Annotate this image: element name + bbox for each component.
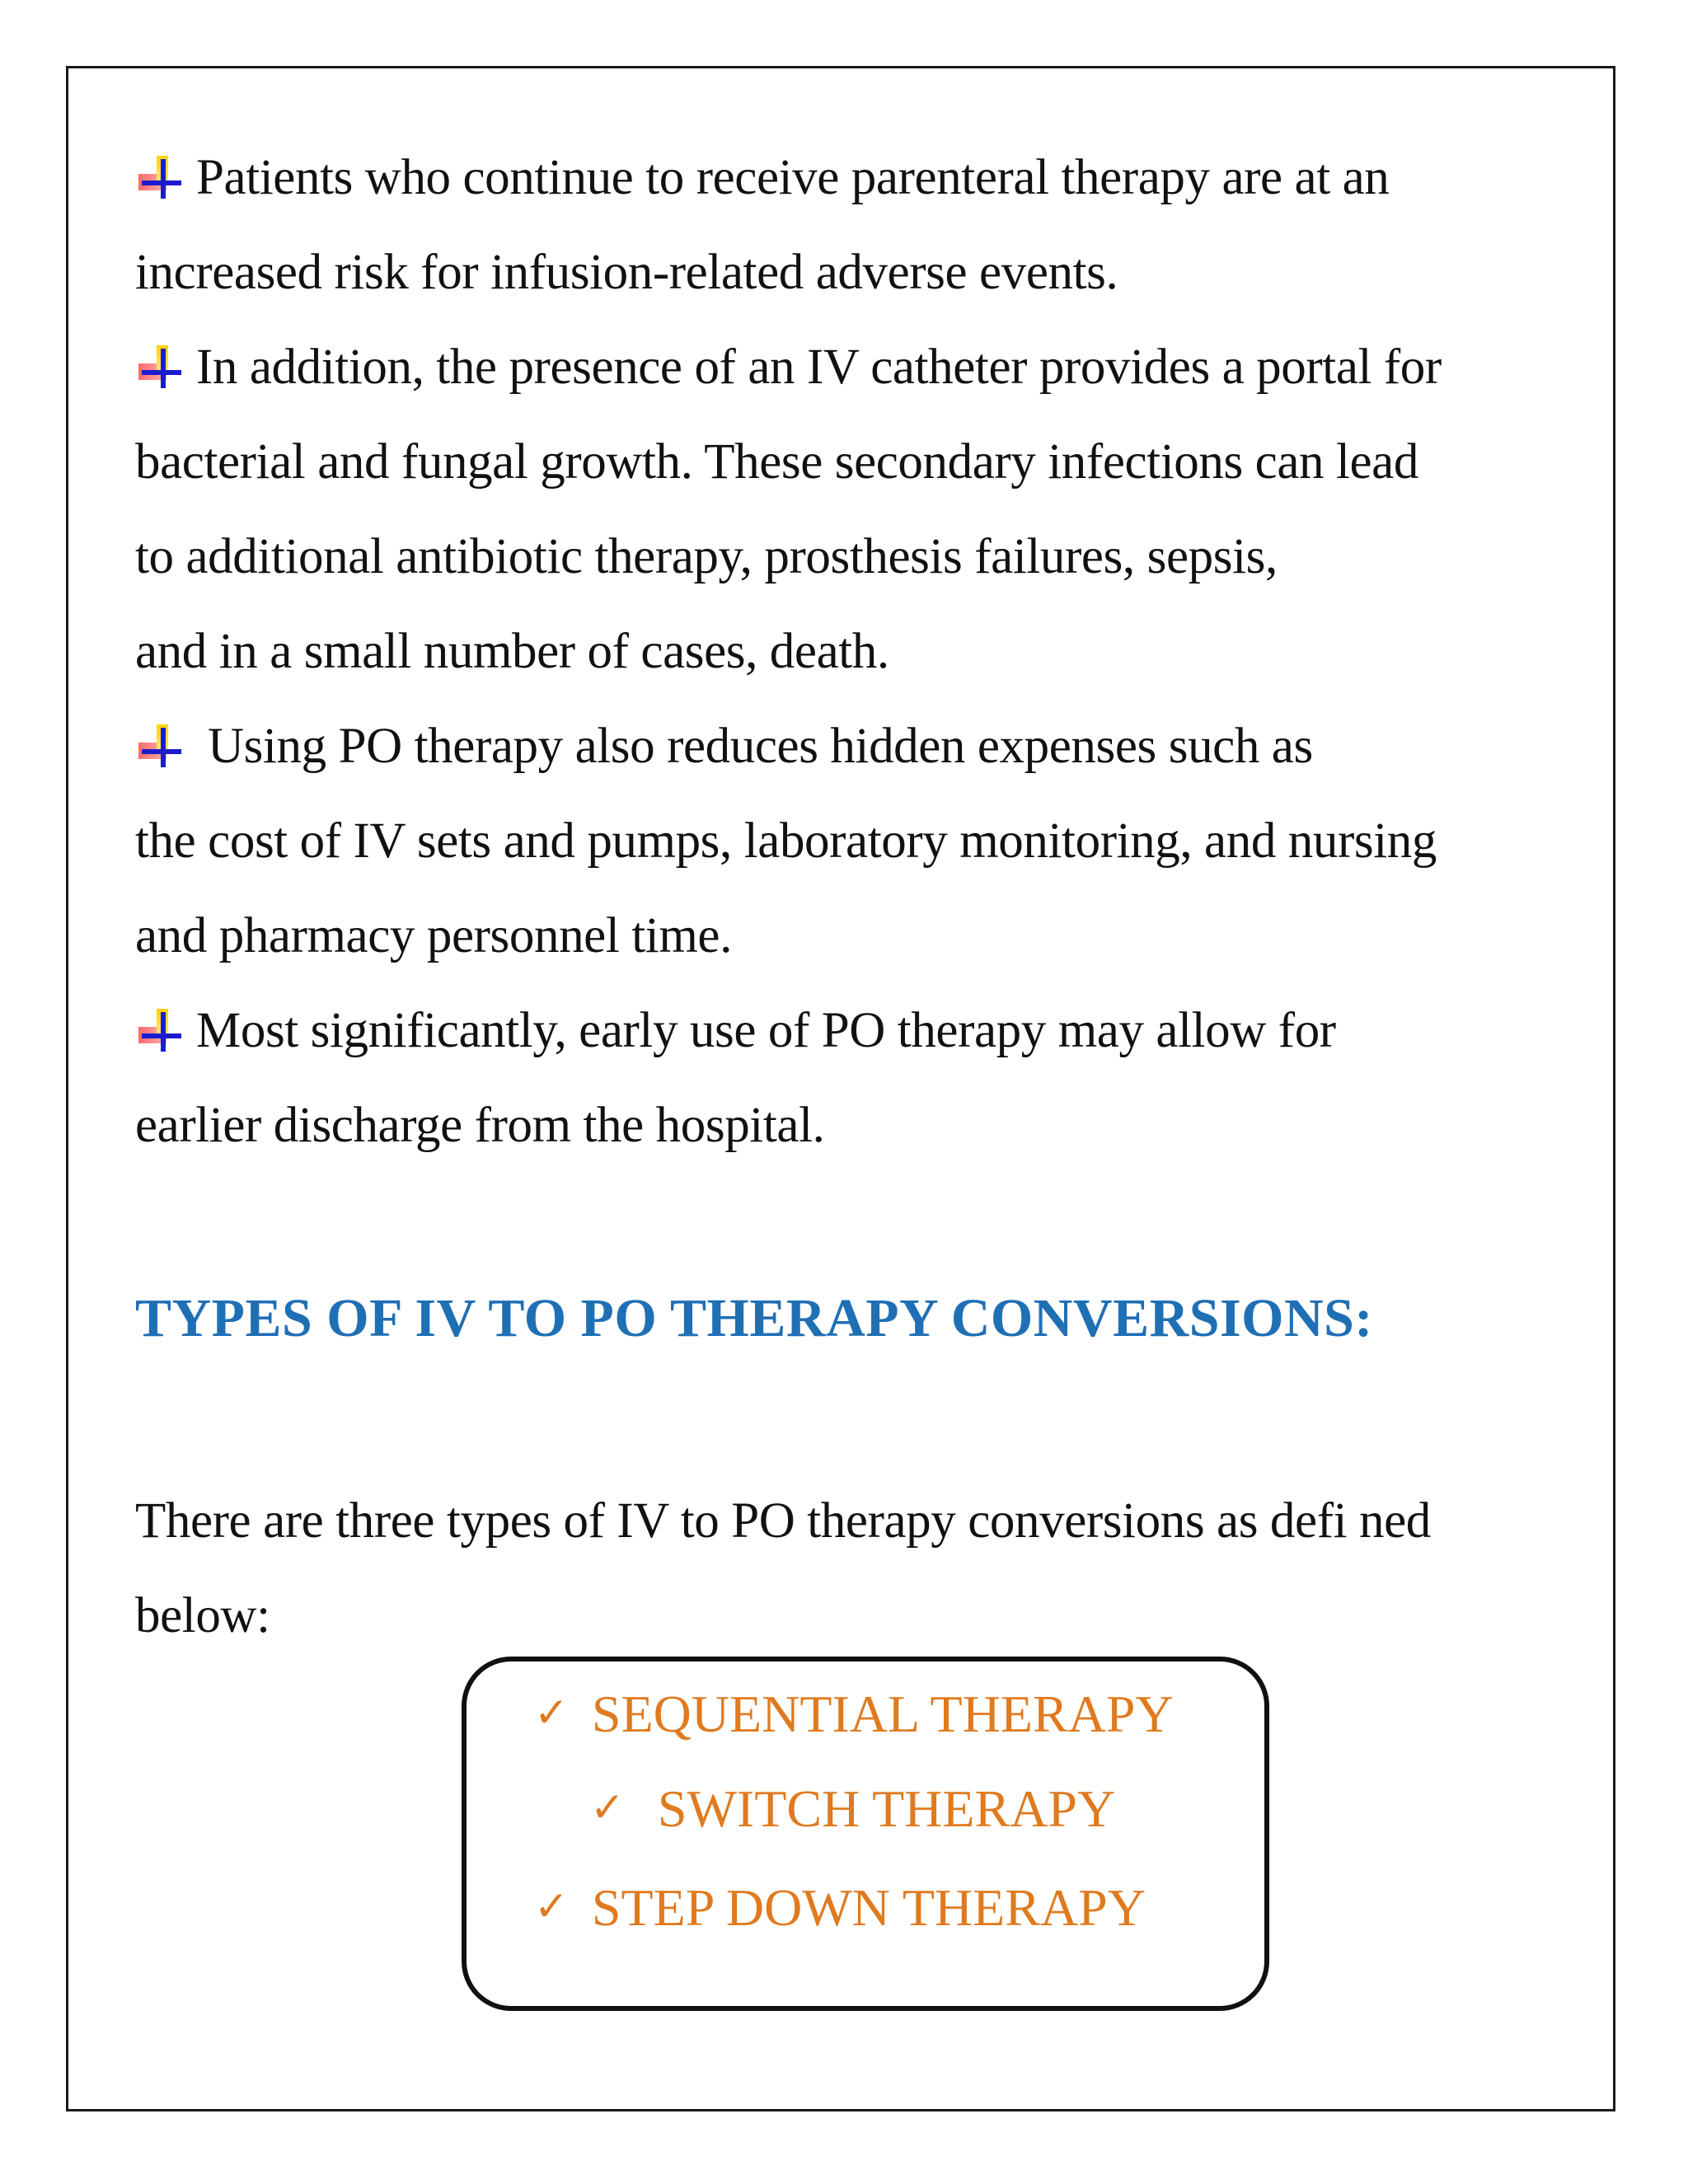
bullet-icon bbox=[135, 1005, 185, 1052]
type-item-step-down bbox=[534, 1878, 1146, 1937]
check-icon: ✓ bbox=[534, 1882, 569, 1930]
bullet-2-line-2: bacterial and fungal growth. These secondary infections can lead bbox=[135, 434, 1418, 490]
check-icon: ✓ bbox=[590, 1783, 625, 1831]
type-label-step-down: STEP DOWN THERAPY bbox=[591, 1878, 1146, 1937]
bullet-icon bbox=[135, 152, 185, 199]
bullet-4-line-1 bbox=[135, 1005, 1336, 1056]
type-item-switch bbox=[590, 1779, 1116, 1838]
bullet-1-line-1 bbox=[135, 152, 1389, 203]
type-label-sequential: SEQUENTIAL THERAPY bbox=[591, 1685, 1174, 1743]
section-heading: TYPES OF IV TO PO THERAPY CONVERSIONS: bbox=[135, 1288, 1373, 1348]
bullet-2-line-4: and in a small number of cases, death. bbox=[135, 624, 889, 679]
bullet-1-text-1: Patients who continue to receive parenteral therapy are at an bbox=[196, 150, 1390, 205]
bullet-2-text-1: In addition, the presence of an IV catheter provides a portal for bbox=[196, 340, 1442, 395]
bullet-2-line-1 bbox=[135, 340, 1442, 395]
bullet-1-line-2: increased risk for infusion-related adverse events. bbox=[135, 245, 1118, 300]
bullet-3-line-1 bbox=[135, 719, 1313, 774]
type-label-switch: SWITCH THERAPY bbox=[657, 1779, 1116, 1838]
bullet-4-text-1: Most significantly, early use of PO therapy may allow for bbox=[196, 1003, 1336, 1058]
check-icon: ✓ bbox=[534, 1689, 569, 1736]
intro-line-2: below: bbox=[135, 1588, 270, 1643]
type-item-sequential bbox=[534, 1685, 1174, 1743]
intro-line-1: There are three types of IV to PO therapy conversions as defi ned bbox=[135, 1493, 1431, 1549]
bullet-icon bbox=[135, 342, 185, 388]
bullet-icon bbox=[135, 721, 185, 767]
bullet-2-line-3: to additional antibiotic therapy, prosthesis failures, sepsis, bbox=[135, 529, 1278, 584]
bullet-3-line-3: and pharmacy personnel time. bbox=[135, 908, 732, 963]
bullet-3-line-2: the cost of IV sets and pumps, laboratory monitoring, and nursing bbox=[135, 813, 1437, 869]
bullet-3-text-1: Using PO therapy also reduces hidden expenses such as bbox=[208, 719, 1313, 774]
bullet-4-line-2: earlier discharge from the hospital. bbox=[135, 1098, 825, 1153]
